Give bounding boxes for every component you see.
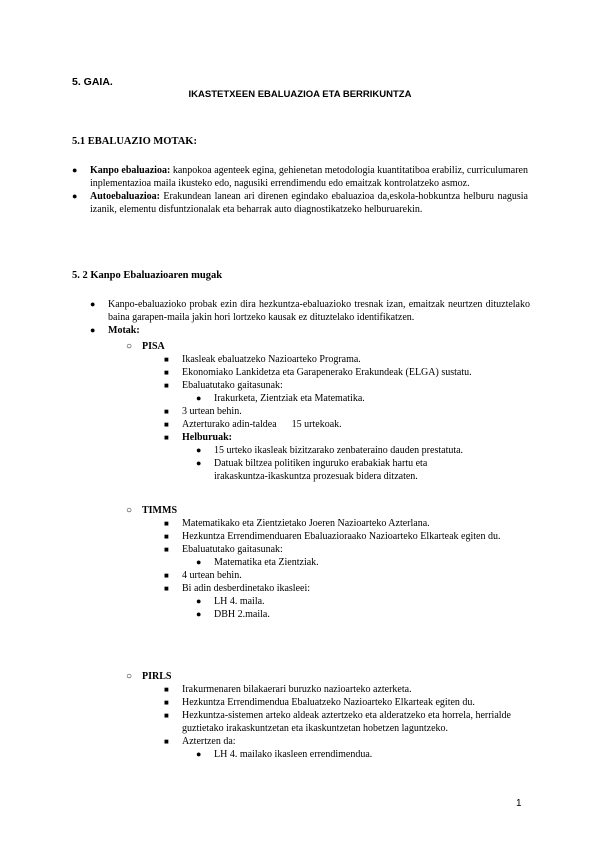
term: Autoebaluazioa: — [90, 191, 160, 202]
section-heading-2: 5. 2 Kanpo Ebaluazioaren mugak — [72, 270, 223, 281]
list-item: ■ Irakurmenaren bilakaerari buruzko nazioarteko azterketa. — [164, 684, 412, 695]
section-heading-1: 5.1 EBALUAZIO MOTAK: — [72, 136, 197, 147]
bullet-icon: ● — [196, 609, 202, 619]
bullet-icon: ● — [196, 749, 202, 759]
list-item: ■ Azterturako adin-taldea 15 urtekoak. — [164, 419, 342, 430]
bullet-icon: ● — [72, 165, 78, 175]
square-bullet-icon: ■ — [164, 433, 169, 442]
definition: kanpokoa agenteek egina, gehienetan metodologia kuantitatiboa erabiliz, curriculumaren inplementazioa maila ikusteko edo, nagusiki errendimendu edo emaitzak kontrolatzeko asmoz. — [90, 165, 528, 189]
pirls-heading: ○ PIRLS — [126, 671, 172, 682]
circle-bullet-icon: ○ — [126, 671, 133, 682]
square-bullet-icon: ■ — [164, 407, 169, 416]
list-item: ● DBH 2.maila. — [196, 609, 270, 620]
page-title: IKASTETXEEN EBALUAZIOA ETA BERRIKUNTZA — [188, 89, 412, 100]
list-item: ● LH 4. mailako ikasleen errendimendua. — [196, 749, 373, 760]
list-item: ■ Bi adin desberdinetako ikasleei: — [164, 583, 311, 594]
list-item: ■ Hezkuntza Errendimenduaren Ebaluazioraako Nazioarteko Elkarteak egiten du. — [164, 531, 501, 542]
motak-label: Motak: — [108, 325, 140, 336]
list-item: ■ Hezkuntza-sistemen arteko aldeak aztertzeko eta alderatzeko eta horrela, herrialde guztietako irakaskuntzetan eta ikaskuntzetan hobetzen laguntzeko. — [164, 710, 511, 734]
square-bullet-icon: ■ — [164, 571, 169, 580]
pisa-block — [126, 340, 530, 483]
chapter-label: 5. GAIA. — [72, 76, 113, 88]
bullet-icon: ● — [196, 557, 202, 567]
bullet-icon: ● — [196, 458, 202, 468]
bullet-icon: ● — [90, 299, 96, 309]
timms-block — [126, 504, 530, 621]
list-item: ● Datuak biltzea politiken inguruko erabakiak hartu eta irakaskuntza-ikaskuntza prozesuak bidera ditzaten. — [196, 458, 428, 482]
ebaluazio-motak-list — [72, 164, 528, 216]
list-item: ■ Ekonomiako Lankidetza eta Garapenerako Erakundeak (ELGA) sustatu. — [164, 367, 472, 378]
square-bullet-icon: ■ — [164, 420, 169, 429]
list-item: ● Irakurketa, Zientziak eta Matematika. — [196, 393, 365, 404]
pisa-heading: ○ PISA — [126, 341, 165, 352]
square-bullet-icon: ■ — [164, 685, 169, 694]
intro-text: Kanpo-ebaluazioko probak ezin dira hezkuntza-ebaluazioko tresnak izan, emaitzak neurtzen dituztelako baina garapen-maila jakin hori lortzeko kausak ez dituztelako identifikatzen. — [108, 299, 530, 323]
bullet-icon: ● — [196, 393, 202, 403]
square-bullet-icon: ■ — [164, 532, 169, 541]
circle-bullet-icon: ○ — [126, 341, 133, 352]
bullet-icon: ● — [196, 445, 202, 455]
term: Kanpo ebaluazioa: — [90, 165, 171, 176]
page-number: 1 — [516, 798, 522, 809]
definition: Erakundean lanean ari direnen egindako ebaluazioa da,eskola-hobkuntza helburu nagusia izanik, elementu disfuntzionalak eta beharrak auto diagnostikatzeko helburuarekin. — [90, 191, 528, 215]
pirls-block — [126, 670, 530, 761]
list-item — [72, 190, 528, 216]
bullet-icon: ● — [196, 596, 202, 606]
square-bullet-icon: ■ — [164, 737, 169, 746]
square-bullet-icon: ■ — [164, 545, 169, 554]
square-bullet-icon: ■ — [164, 368, 169, 377]
list-item: ■ 3 urtean behin. — [164, 406, 242, 417]
kanpo-mugak-list — [90, 298, 530, 337]
timms-heading: ○ TIMMS — [126, 505, 177, 516]
list-item: ● Matematika eta Zientziak. — [196, 557, 319, 568]
list-item — [90, 324, 530, 337]
circle-bullet-icon: ○ — [126, 505, 133, 516]
square-bullet-icon: ■ — [164, 711, 169, 720]
list-item: ■ Matematikako eta Zientzietako Joeren Nazioarteko Azterlana. — [164, 518, 430, 529]
list-item — [90, 298, 530, 324]
bullet-icon: ● — [72, 191, 78, 201]
bullet-icon: ● — [90, 325, 96, 335]
list-item: ■ Ebaluatutako gaitasunak: — [164, 544, 283, 555]
list-item: ■ Ebaluatutako gaitasunak: — [164, 380, 283, 391]
square-bullet-icon: ■ — [164, 698, 169, 707]
list-item: ■ Helburuak: — [164, 432, 233, 443]
list-item: ■ 4 urtean behin. — [164, 570, 242, 581]
list-item — [72, 164, 528, 190]
list-item: ■ Aztertzen da: — [164, 736, 236, 747]
square-bullet-icon: ■ — [164, 381, 169, 390]
square-bullet-icon: ■ — [164, 584, 169, 593]
list-item: ● 15 urteko ikasleak bizitzarako zenbateraino dauden prestatuta. — [196, 445, 464, 456]
square-bullet-icon: ■ — [164, 519, 169, 528]
list-item: ■ Ikasleak ebaluatzeko Nazioarteko Programa. — [164, 354, 361, 365]
square-bullet-icon: ■ — [164, 355, 169, 364]
list-item: ■ Hezkuntza Errendimendua Ebaluatzeko Nazioarteko Elkarteak egiten du. — [164, 697, 475, 708]
list-item: ● LH 4. maila. — [196, 596, 265, 607]
